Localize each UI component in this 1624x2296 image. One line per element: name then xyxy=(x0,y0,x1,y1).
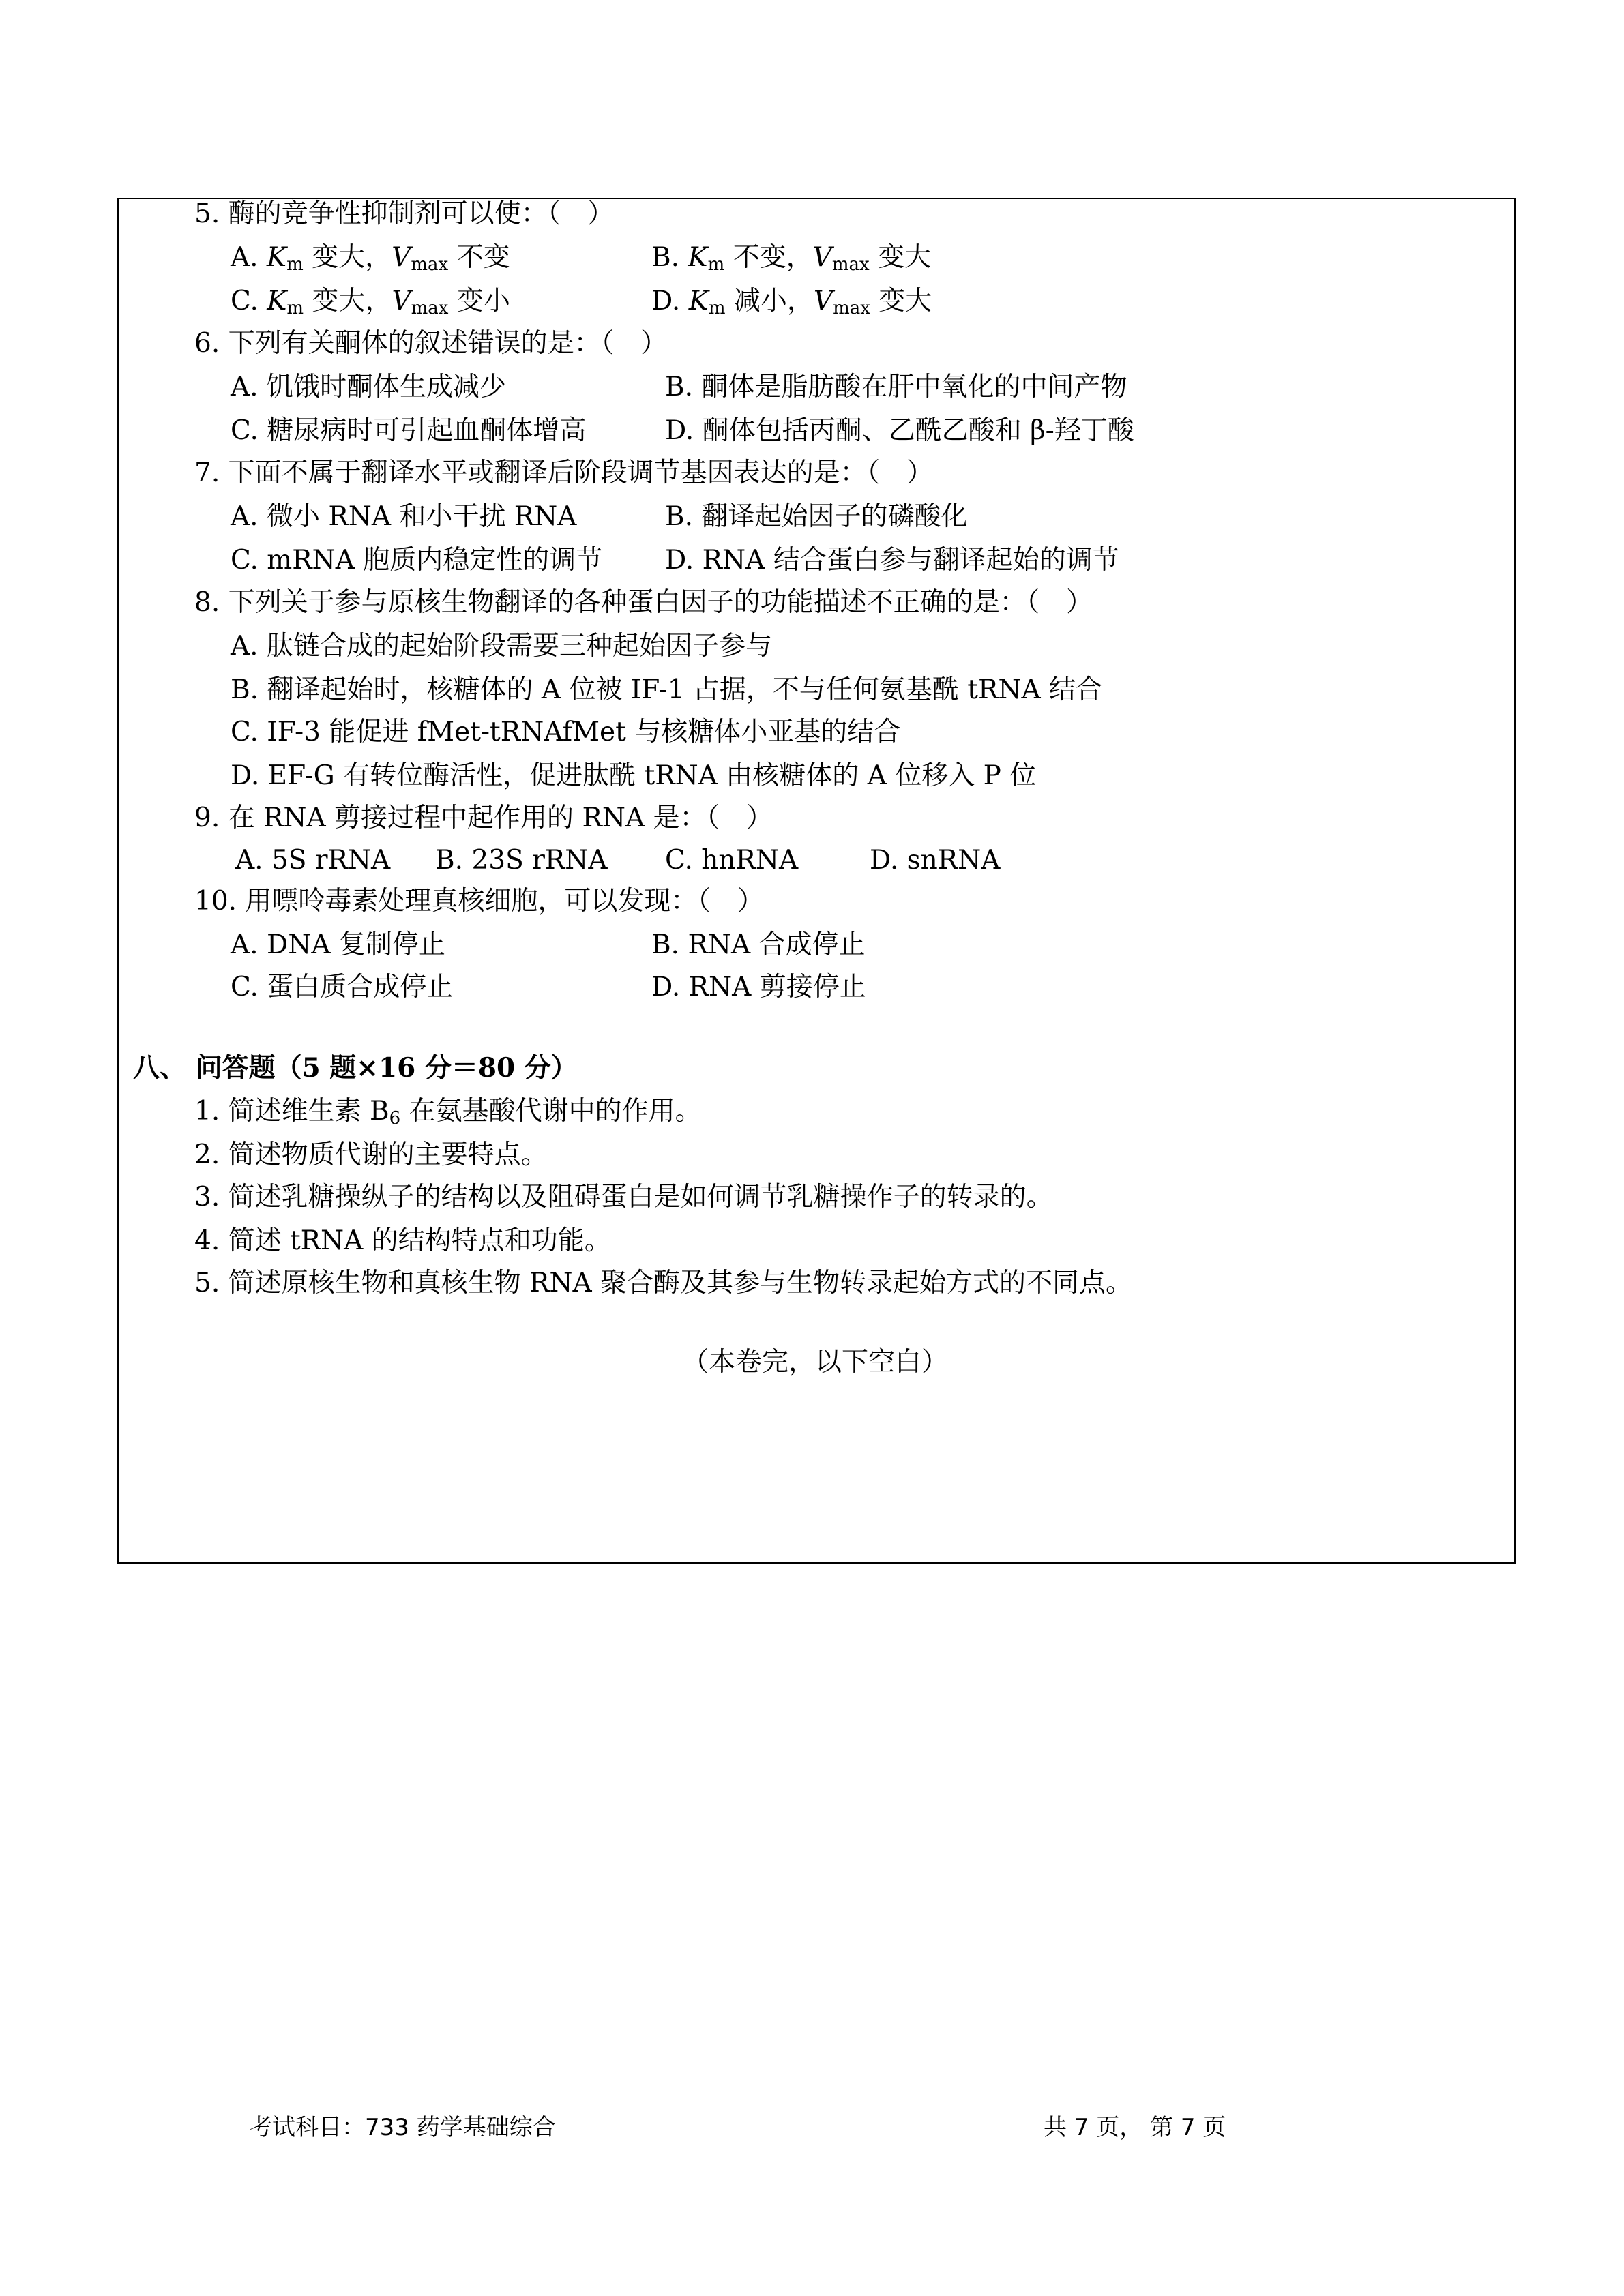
essay-question-4: 4. 简述 tRNA 的结构特点和功能。 xyxy=(194,1225,611,1256)
question-9-stem: 9. 在 RNA 剪接过程中起作用的 RNA 是：（ ） xyxy=(194,803,773,833)
question-6-option-c: C. 糖尿病时可引起血酮体增高 xyxy=(231,415,587,446)
essay-question-5: 5. 简述原核生物和真核生物 RNA 聚合酶及其参与生物转录起始方式的不同点。 xyxy=(194,1268,1133,1298)
question-10-option-b: B. RNA 合成停止 xyxy=(651,929,866,960)
essay-question-1: 1. 简述维生素 $B_6$ 在氨基酸代谢中的作用。 xyxy=(194,1096,702,1129)
question-8-option-d: D. EF-G 有转位酶活性，促进肽酰 tRNA 由核糖体的 A 位移入 P 位 xyxy=(231,760,1037,791)
question-7-option-b: B. 翻译起始因子的磷酸化 xyxy=(665,501,968,532)
question-6-stem: 6. 下列有关酮体的叙述错误的是：（ ） xyxy=(194,328,668,359)
section-8-title: 八、 问答题（5 题×16 分＝80 分） xyxy=(133,1052,578,1084)
question-9-option-b: B. 23S rRNA xyxy=(435,845,608,876)
question-7-stem: 7. 下面不属于翻译水平或翻译后阶段调节基因表达的是：（ ） xyxy=(194,458,934,488)
question-5-option-b: B. $K_m$ 不变，$V_{max}$ 变大 xyxy=(651,242,932,275)
question-9-option-d: D. snRNA xyxy=(870,845,1001,876)
question-5-stem: 5. 酶的竞争性抑制剂可以使：（ ） xyxy=(194,198,615,229)
end-note: （本卷完，以下空白） xyxy=(682,1347,949,1377)
question-8-option-c: C. IF-3 能促进 fMet-tRNAfMet 与核糖体小亚基的结合 xyxy=(231,717,901,747)
question-7-option-c: C. mRNA 胞质内稳定性的调节 xyxy=(231,545,603,576)
question-10-option-c: C. 蛋白质合成停止 xyxy=(231,972,454,1002)
question-9-option-a: A. 5S rRNA xyxy=(235,845,391,876)
question-9-option-c: C. hnRNA xyxy=(665,845,799,876)
question-6-option-b: B. 酮体是脂肪酸在肝中氧化的中间产物 xyxy=(665,372,1127,402)
question-7-option-a: A. 微小 RNA 和小干扰 RNA xyxy=(231,501,577,532)
question-10-option-d: D. RNA 剪接停止 xyxy=(651,972,866,1002)
essay-question-2: 2. 简述物质代谢的主要特点。 xyxy=(194,1139,548,1170)
footer-subject: 考试科目：733 药学基础综合 xyxy=(249,2114,556,2141)
question-8-option-a: A. 肽链合成的起始阶段需要三种起始因子参与 xyxy=(231,631,772,661)
question-6-option-d: D. 酮体包括丙酮、乙酰乙酸和 β-羟丁酸 xyxy=(665,415,1134,446)
footer-page-count: 共 7 页， 第 7 页 xyxy=(1044,2114,1226,2141)
question-5-option-c: C. $K_m$ 变大，$V_{max}$ 变小 xyxy=(231,286,510,318)
question-7-option-d: D. RNA 结合蛋白参与翻译起始的调节 xyxy=(665,545,1119,576)
question-8-option-b: B. 翻译起始时，核糖体的 A 位被 IF-1 占据，不与任何氨基酰 tRNA 结合 xyxy=(231,674,1103,705)
question-6-option-a: A. 饥饿时酮体生成减少 xyxy=(231,372,506,402)
question-10-option-a: A. DNA 复制停止 xyxy=(231,929,445,960)
question-5-option-d: D. $K_m$ 减小，$V_{max}$ 变大 xyxy=(651,286,932,318)
question-8-stem: 8. 下列关于参与原核生物翻译的各种蛋白因子的功能描述不正确的是：（ ） xyxy=(194,587,1093,618)
question-5-option-a: A. $K_m$ 变大，$V_{max}$ 不变 xyxy=(231,242,510,275)
essay-question-3: 3. 简述乳糖操纵子的结构以及阻碍蛋白是如何调节乳糖操作子的转录的。 xyxy=(194,1182,1053,1212)
question-10-stem: 10. 用嘌呤毒素处理真核细胞，可以发现：（ ） xyxy=(194,886,764,916)
